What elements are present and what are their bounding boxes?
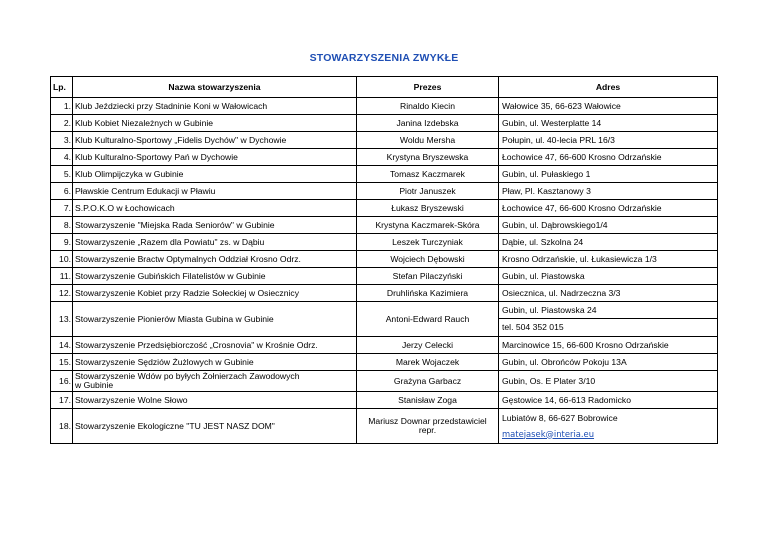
association-address: Wałowice 35, 66-623 Wałowice <box>499 98 718 115</box>
association-name: Stowarzyszenie Gubińskich Filatelistów w Gubinie <box>73 268 357 285</box>
president-line2: repr. <box>418 425 437 435</box>
president-line1: Mariusz Downar przedstawiciel <box>368 415 487 426</box>
table-row <box>51 285 718 302</box>
email-link[interactable]: matejasek@interia.eu <box>502 428 595 439</box>
association-address: Połupin, ul. 40-lecia PRL 16/3 <box>499 132 718 149</box>
association-name: Stowarzyszenie Przedsiębiorczość „Crosnovia" w Krośnie Odrz. <box>73 337 357 354</box>
association-address: Osiecznica, ul. Nadrzeczna 3/3 <box>499 285 718 302</box>
president-name: Wojciech Dębowski <box>357 251 499 268</box>
president-name: Grażyna Garbacz <box>357 371 499 392</box>
association-name: Stowarzyszenie "Miejska Rada Seniorów" w Gubinie <box>73 217 357 234</box>
association-name: Klub Kulturalno-Sportowy Pań w Dychowie <box>73 149 357 166</box>
president-name: Antoni-Edward Rauch <box>357 302 499 337</box>
association-address <box>499 302 718 337</box>
row-number: 9. <box>51 234 73 251</box>
president-name: Piotr Januszek <box>357 183 499 200</box>
president-name: Stefan Pilaczyński <box>357 268 499 285</box>
association-name: Stowarzyszenie Sędziów Żużlowych w Gubinie <box>73 354 357 371</box>
row-number: 3. <box>51 132 73 149</box>
president-name: Marek Wojaczek <box>357 354 499 371</box>
page-title: STOWARZYSZENIA ZWYKŁE <box>309 52 459 64</box>
table-row <box>51 217 718 234</box>
association-name: S.P.O.K.O w Łochowicach <box>73 200 357 217</box>
president-name: Tomasz Kaczmarek <box>357 166 499 183</box>
association-name: Stowarzyszenie Bractw Optymalnych Oddział Krosno Odrz. <box>73 251 357 268</box>
association-name: Stowarzyszenie Ekologiczne "TU JEST NASZ DOM" <box>73 409 357 444</box>
table-row <box>51 337 718 354</box>
table-row <box>51 354 718 371</box>
president-name: Leszek Turczyniak <box>357 234 499 251</box>
table-row <box>51 98 718 115</box>
president-name: Druhlińska Kazimiera <box>357 285 499 302</box>
association-address: Łochowice 47, 66-600 Krosno Odrzańskie <box>499 200 718 217</box>
table-row <box>51 302 718 337</box>
row-number: 1. <box>51 98 73 115</box>
president-name: Woldu Mersha <box>357 132 499 149</box>
association-address: Gubin, ul. Obrońców Pokoju 13A <box>499 354 718 371</box>
row-number: 12. <box>51 285 73 302</box>
table-row <box>51 132 718 149</box>
association-address: Dąbie, ul. Szkolna 24 <box>499 234 718 251</box>
president-name: Krystyna Kaczmarek-Skóra <box>357 217 499 234</box>
address-line: Lubiatów 8, 66-627 Bobrowice <box>502 412 618 423</box>
associations-table <box>50 76 718 444</box>
row-number: 17. <box>51 392 73 409</box>
association-address: Krosno Odrzańskie, ul. Łukasiewicza 1/3 <box>499 251 718 268</box>
association-address: Gęstowice 14, 66-613 Radomicko <box>499 392 718 409</box>
table-row <box>51 268 718 285</box>
association-name <box>73 371 357 392</box>
table-row <box>51 371 718 392</box>
header-address: Adres <box>499 77 718 98</box>
association-name: Klub Kulturalno-Sportowy „Fidelis Dychów" w Dychowie <box>73 132 357 149</box>
president-name: Janina Izdebska <box>357 115 499 132</box>
association-name: Stowarzyszenie Wolne Słowo <box>73 392 357 409</box>
row-number: 6. <box>51 183 73 200</box>
row-number: 16. <box>51 371 73 392</box>
table-row <box>51 149 718 166</box>
president-name: Łukasz Bryszewski <box>357 200 499 217</box>
row-number: 4. <box>51 149 73 166</box>
row-number: 10. <box>51 251 73 268</box>
association-address: Gubin, Os. E Plater 3/10 <box>499 371 718 392</box>
association-address: Gubin, ul. Dąbrowskiego1/4 <box>499 217 718 234</box>
header-name: Nazwa stowarzyszenia <box>73 77 357 98</box>
president-name: Stanisław Zoga <box>357 392 499 409</box>
association-name: Pławskie Centrum Edukacji w Pławiu <box>73 183 357 200</box>
table-row <box>51 234 718 251</box>
association-name-line2: w Gubinie <box>75 380 114 390</box>
row-number: 14. <box>51 337 73 354</box>
row-number: 15. <box>51 354 73 371</box>
table-row <box>51 200 718 217</box>
president-name: Jerzy Celecki <box>357 337 499 354</box>
row-number: 11. <box>51 268 73 285</box>
association-address <box>499 409 718 444</box>
row-number: 5. <box>51 166 73 183</box>
association-name-line1: Stowarzyszenie Wdów po byłych Żołnierzach Zawodowych <box>75 370 300 381</box>
association-address: Pław, Pl. Kasztanowy 3 <box>499 183 718 200</box>
phone-line: tel. 504 352 015 <box>502 322 564 332</box>
association-name: Klub Jeździecki przy Stadninie Koni w Wałowicach <box>73 98 357 115</box>
association-name: Klub Kobiet Niezależnych w Gubinie <box>73 115 357 132</box>
association-name: Stowarzyszenie „Razem dla Powiatu" zs. w Dąbiu <box>73 234 357 251</box>
table-row <box>51 183 718 200</box>
row-number: 13. <box>51 302 73 337</box>
association-name: Stowarzyszenie Kobiet przy Radzie Sołeckiej w Osiecznicy <box>73 285 357 302</box>
president-name: Rinaldo Kiecin <box>357 98 499 115</box>
table-header-row <box>51 77 718 98</box>
address-line: Gubin, ul. Piastowska 24 <box>499 302 717 319</box>
header-president: Prezes <box>357 77 499 98</box>
association-name: Stowarzyszenie Pionierów Miasta Gubina w Gubinie <box>73 302 357 337</box>
president-name: Krystyna Bryszewska <box>357 149 499 166</box>
header-lp: Lp. <box>51 77 73 98</box>
association-address: Marcinowice 15, 66-600 Krosno Odrzańskie <box>499 337 718 354</box>
table-row <box>51 115 718 132</box>
table-row <box>51 392 718 409</box>
association-address: Gubin, ul. Westerplatte 14 <box>499 115 718 132</box>
email-cell <box>499 426 717 443</box>
association-name: Klub Olimpijczyka w Gubinie <box>73 166 357 183</box>
association-address: Gubin, ul. Pułaskiego 1 <box>499 166 718 183</box>
table-row <box>51 409 718 444</box>
row-number: 18. <box>51 409 73 444</box>
president-name <box>357 409 499 444</box>
row-number: 7. <box>51 200 73 217</box>
association-address: Gubin, ul. Piastowska <box>499 268 718 285</box>
association-address: Łochowice 47, 66-600 Krosno Odrzańskie <box>499 149 718 166</box>
table-row <box>51 166 718 183</box>
row-number: 8. <box>51 217 73 234</box>
row-number: 2. <box>51 115 73 132</box>
table-row <box>51 251 718 268</box>
